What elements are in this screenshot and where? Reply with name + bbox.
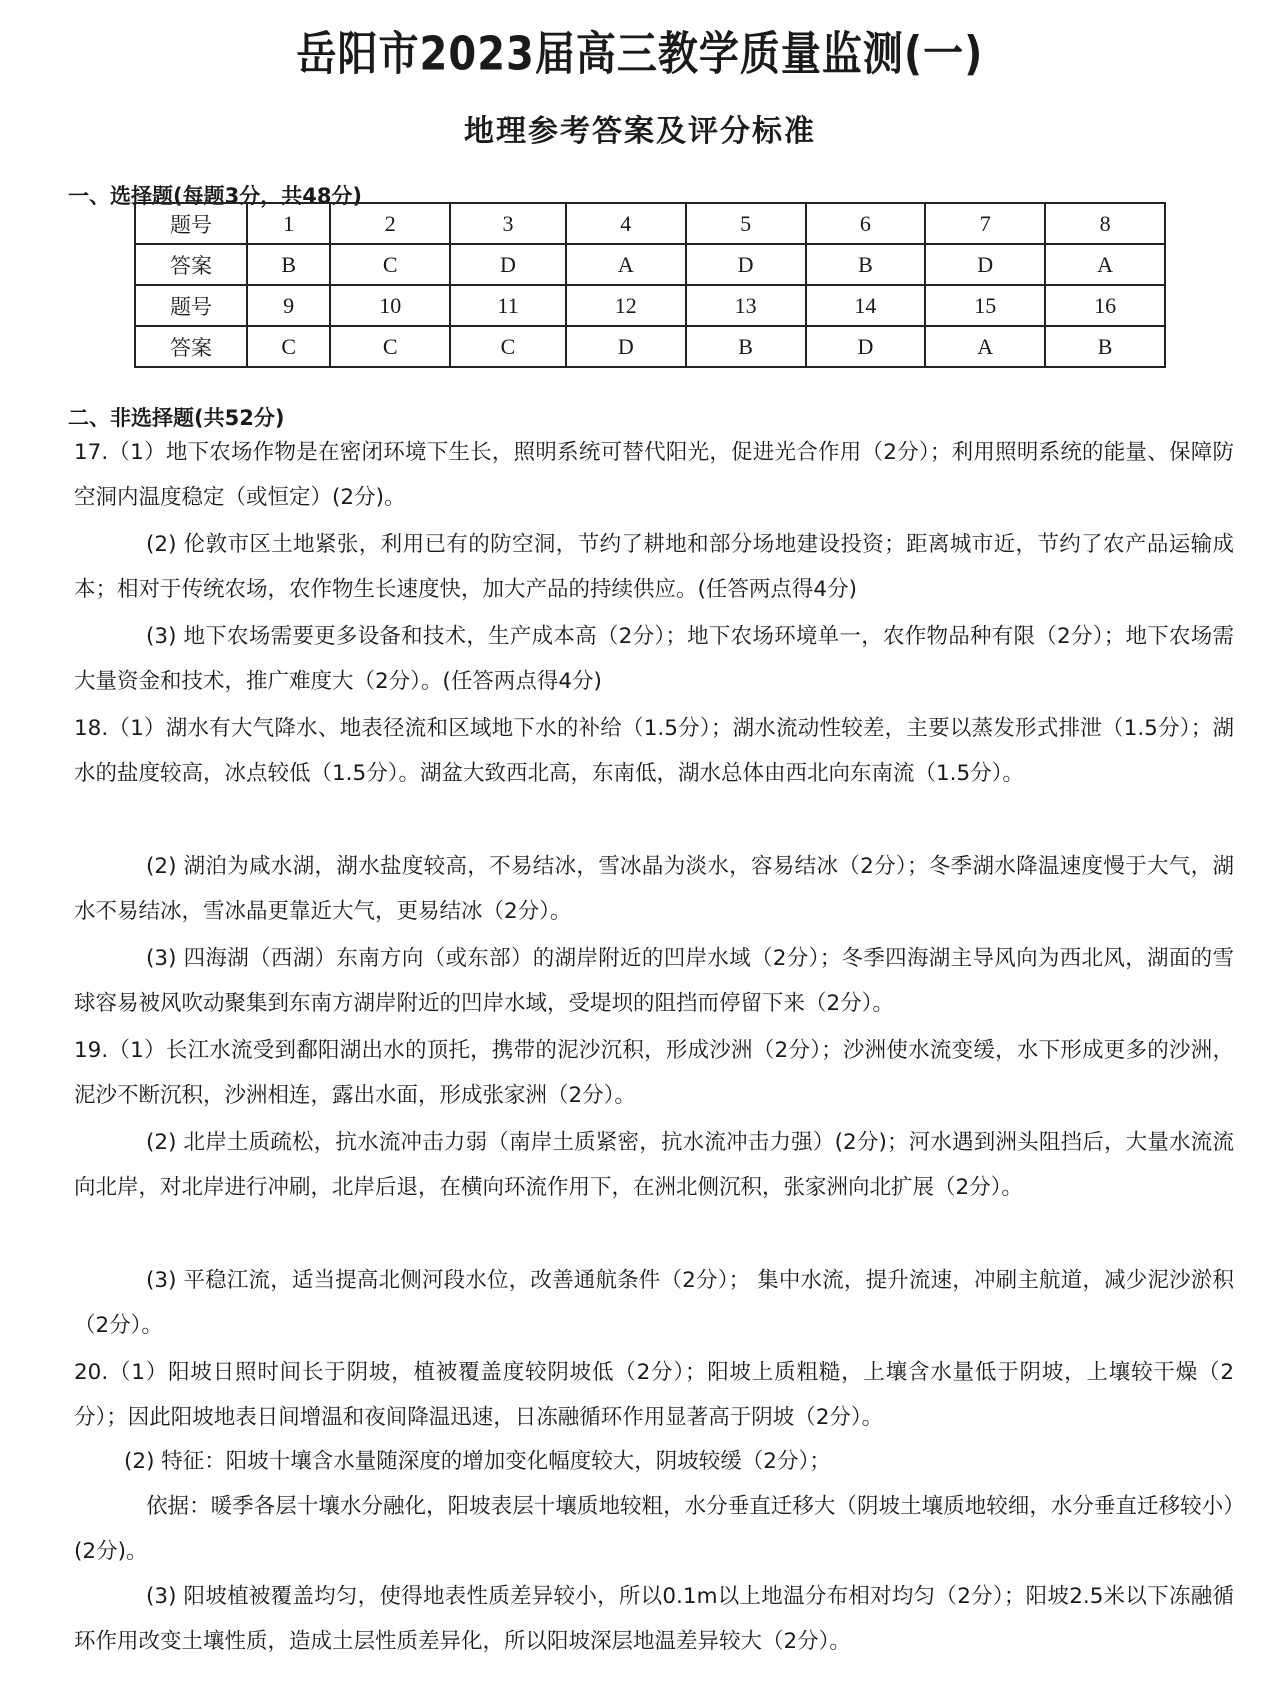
q20-part3: (3) 阳坡植被覆盖均匀，使得地表性质差异较小，所以0.1m以上地温分布相对均匀（2分）；阳坡2.5米以下冻融循环作用改变土壤性质，造成土层性质差异化，所以阳坡深层地温差异较大（2分）。 <box>74 1584 1234 1654</box>
answer-cell: A <box>925 326 1045 367</box>
table-row <box>135 203 1165 244</box>
answer-cell: A <box>566 244 686 285</box>
q19-part2: (2) 北岸土质疏松，抗水流冲击力弱（南岸土质紧密，抗水流冲击力强）(2分)；河水遇到洲头阻挡后，大量水流流向北岸，对北岸进行冲刷，北岸后退，在横向环流作用下，在洲北侧沉积，张家洲向北扩展（2分）。 <box>74 1130 1234 1200</box>
answer-cell: B <box>686 326 806 367</box>
q20-part1: 20.（1）阳坡日照时间长于阴坡，植被覆盖度较阴坡低（2分）；阳坡上质粗糙，上壤含水量低于阴坡，上壤较干燥（2分）；因此阳坡地表日间增温和夜间降温迅速，日冻融循环作用显著高于阴坡（2分）。 <box>74 1360 1234 1430</box>
question-number: 14 <box>806 285 926 326</box>
answer-cell: B <box>1045 326 1165 367</box>
answer-cell: C <box>330 326 450 367</box>
q19-part3: (3) 平稳江流，适当提高北侧河段水位，改善通航条件（2分）； 集中水流，提升流速，冲刷主航道，减少泥沙淤积（2分）。 <box>74 1268 1234 1338</box>
answer-cell: D <box>450 244 566 285</box>
question-number: 10 <box>330 285 450 326</box>
answer-cell: C <box>450 326 566 367</box>
question-number: 13 <box>686 285 806 326</box>
page-subtitle: 地理参考答案及评分标准 <box>464 114 816 149</box>
q17-part1: 17.（1）地下农场作物是在密闭环境下生长，照明系统可替代阳光，促进光合作用（2分）；利用照明系统的能量、保障防空洞内温度稳定（或恒定）(2分)。 <box>74 440 1234 510</box>
question-number: 16 <box>1045 285 1165 326</box>
section-multiple-choice-heading: 一、选择题(每题3分，共48分) <box>68 184 363 208</box>
answer-cell: D <box>925 244 1045 285</box>
answer-cell: B <box>806 244 926 285</box>
q17-part3: (3) 地下农场需要更多设备和技术，生产成本高（2分）；地下农场环境单一，农作物品种有限（2分）；地下农场需大量资金和技术，推广难度大（2分）。(任答两点得4分) <box>74 624 1234 694</box>
answer-table <box>134 202 1166 368</box>
q18-part3: (3) 四海湖（西湖）东南方向（或东部）的湖岸附近的凹岸水域（2分）；冬季四海湖主导风向为西北风，湖面的雪球容易被风吹动聚集到东南方湖岸附近的凹岸水域，受堤坝的阻挡而停留下来（2分）。 <box>74 946 1234 1016</box>
answer-cell: A <box>1045 244 1165 285</box>
section-free-response-heading: 二、非选择题(共52分) <box>68 406 285 430</box>
q18-part1: 18.（1）湖水有大气降水、地表径流和区域地下水的补给（1.5分）；湖水流动性较差，主要以蒸发形式排泄（1.5分）；湖水的盐度较高，冰点较低（1.5分）。湖盆大致西北高，东南低，湖水总体由西北向东南流（1.5分）。 <box>74 716 1234 786</box>
answer-cell: C <box>247 326 330 367</box>
question-number: 1 <box>247 203 330 244</box>
q20-part2-basis: 依据：暖季各层十壤水分融化，阳坡表层十壤质地较粗，水分垂直迁移大（阴坡土壤质地较细，水分垂直迁移较小）(2分)。 <box>74 1494 1234 1564</box>
table-row <box>135 285 1165 326</box>
row-label: 题号 <box>135 203 247 244</box>
page-title: 岳阳市2023届高三教学质量监测(一) <box>296 28 984 81</box>
question-number: 3 <box>450 203 566 244</box>
question-number: 15 <box>925 285 1045 326</box>
question-number: 4 <box>566 203 686 244</box>
q20-part2-feature: (2) 特征：阳坡十壤含水量随深度的增加变化幅度较大，阴坡较缓（2分）； <box>124 1449 831 1474</box>
q18-part2: (2) 湖泊为咸水湖，湖水盐度较高，不易结冰，雪冰晶为淡水，容易结冰（2分）；冬季湖水降温速度慢于大气，湖水不易结冰，雪冰晶更靠近大气，更易结冰（2分）。 <box>74 854 1234 924</box>
question-number: 5 <box>686 203 806 244</box>
question-number: 11 <box>450 285 566 326</box>
question-number: 7 <box>925 203 1045 244</box>
answer-cell: C <box>330 244 450 285</box>
q19-part1: 19.（1）长江水流受到鄱阳湖出水的顶托，携带的泥沙沉积，形成沙洲（2分）；沙洲使水流变缓，水下形成更多的沙洲，泥沙不断沉积，沙洲相连，露出水面，形成张家洲（2分）。 <box>74 1038 1234 1108</box>
q17-part2: (2) 伦敦市区土地紧张，利用已有的防空洞，节约了耕地和部分场地建设投资；距离城市近，节约了农产品运输成本；相对于传统农场，农作物生长速度快，加大产品的持续供应。(任答两点得4分) <box>74 532 1234 602</box>
answer-cell: B <box>247 244 330 285</box>
answer-cell: D <box>566 326 686 367</box>
table-row <box>135 244 1165 285</box>
answer-cell: D <box>686 244 806 285</box>
question-number: 6 <box>806 203 926 244</box>
question-number: 2 <box>330 203 450 244</box>
table-row <box>135 326 1165 367</box>
row-label: 答案 <box>135 326 247 367</box>
row-label: 题号 <box>135 285 247 326</box>
question-number: 12 <box>566 285 686 326</box>
question-number: 9 <box>247 285 330 326</box>
answer-cell: D <box>806 326 926 367</box>
question-number: 8 <box>1045 203 1165 244</box>
row-label: 答案 <box>135 244 247 285</box>
